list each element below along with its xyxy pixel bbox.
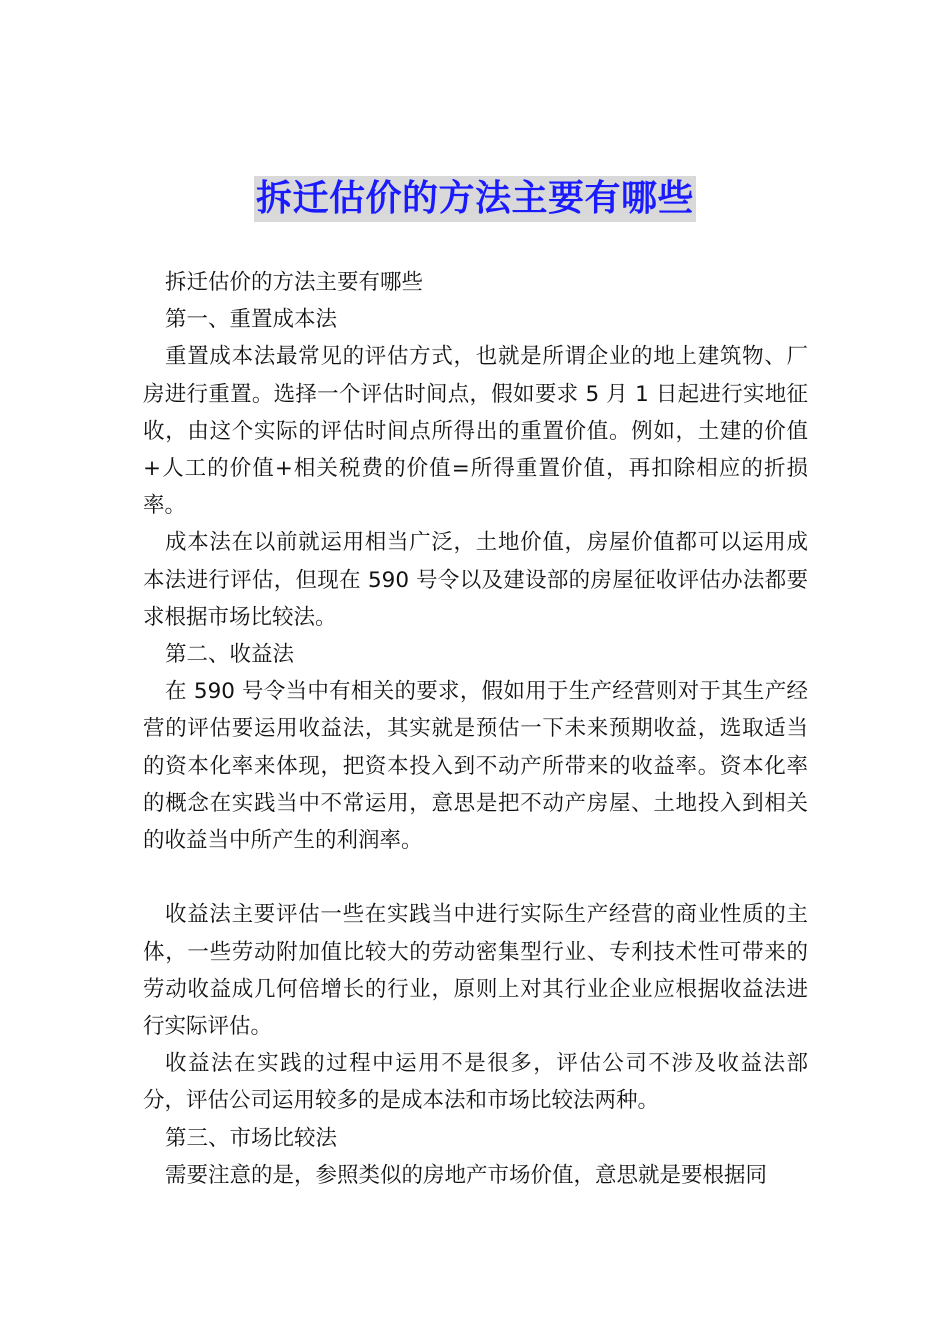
paragraph-income-scope: 收益法主要评估一些在实践当中进行实际生产经营的商业性质的主体，一些劳动附加值比较大的劳动密集型行业、专利技术性可带来的劳动收益成几何倍增长的行业，原则上对其行业企业应根据收益法进行实际评估。 [143, 902, 808, 1040]
intro-line: 拆迁估价的方法主要有哪些 [165, 270, 424, 295]
section-heading-cost: 第一、重置成本法 [165, 307, 338, 333]
paragraph-income-method: 在 590 号令当中有相关的要求，假如用于生产经营则对于其生产经营的评估要运用收益法，其实就是预估一下未来预期收益，选取适当的资本化率来体现，把资本投入到不动产所带来的收益率。资本化率的概念在实践当中不常运用，意思是把不动产房屋、土地投入到相关的收益当中所产生的利润率。 [143, 679, 808, 854]
document-body [143, 264, 808, 1194]
blank-line [143, 859, 808, 896]
paragraph-cost-method: 重置成本法最常见的评估方式，也就是所谓企业的地上建筑物、厂房进行重置。选择一个评估时间点，假如要求 5 月 1 日起进行实地征收，由这个实际的评估时间点所得出的重置价值。例如，土建的价值+人工的价值+相关税费的价值=所得重置价值，再扣除相应的折损率。 [143, 344, 808, 519]
paragraph-income-practice: 收益法在实践的过程中运用不是很多，评估公司不涉及收益法部分，评估公司运用较多的是成本法和市场比较法两种。 [143, 1051, 808, 1114]
title-block [0, 176, 950, 222]
document-title: 拆迁估价的方法主要有哪些 [254, 176, 696, 222]
paragraph-market-method: 需要注意的是，参照类似的房地产市场价值，意思就是要根据同 [165, 1162, 768, 1188]
section-heading-income: 第二、收益法 [165, 642, 295, 668]
paragraph-cost-usage: 成本法在以前就运用相当广泛，土地价值，房屋价值都可以运用成本法进行评估，但现在 590 号令以及建设部的房屋征收评估办法都要求根据市场比较法。 [143, 530, 808, 630]
section-heading-market: 第三、市场比较法 [165, 1125, 338, 1151]
